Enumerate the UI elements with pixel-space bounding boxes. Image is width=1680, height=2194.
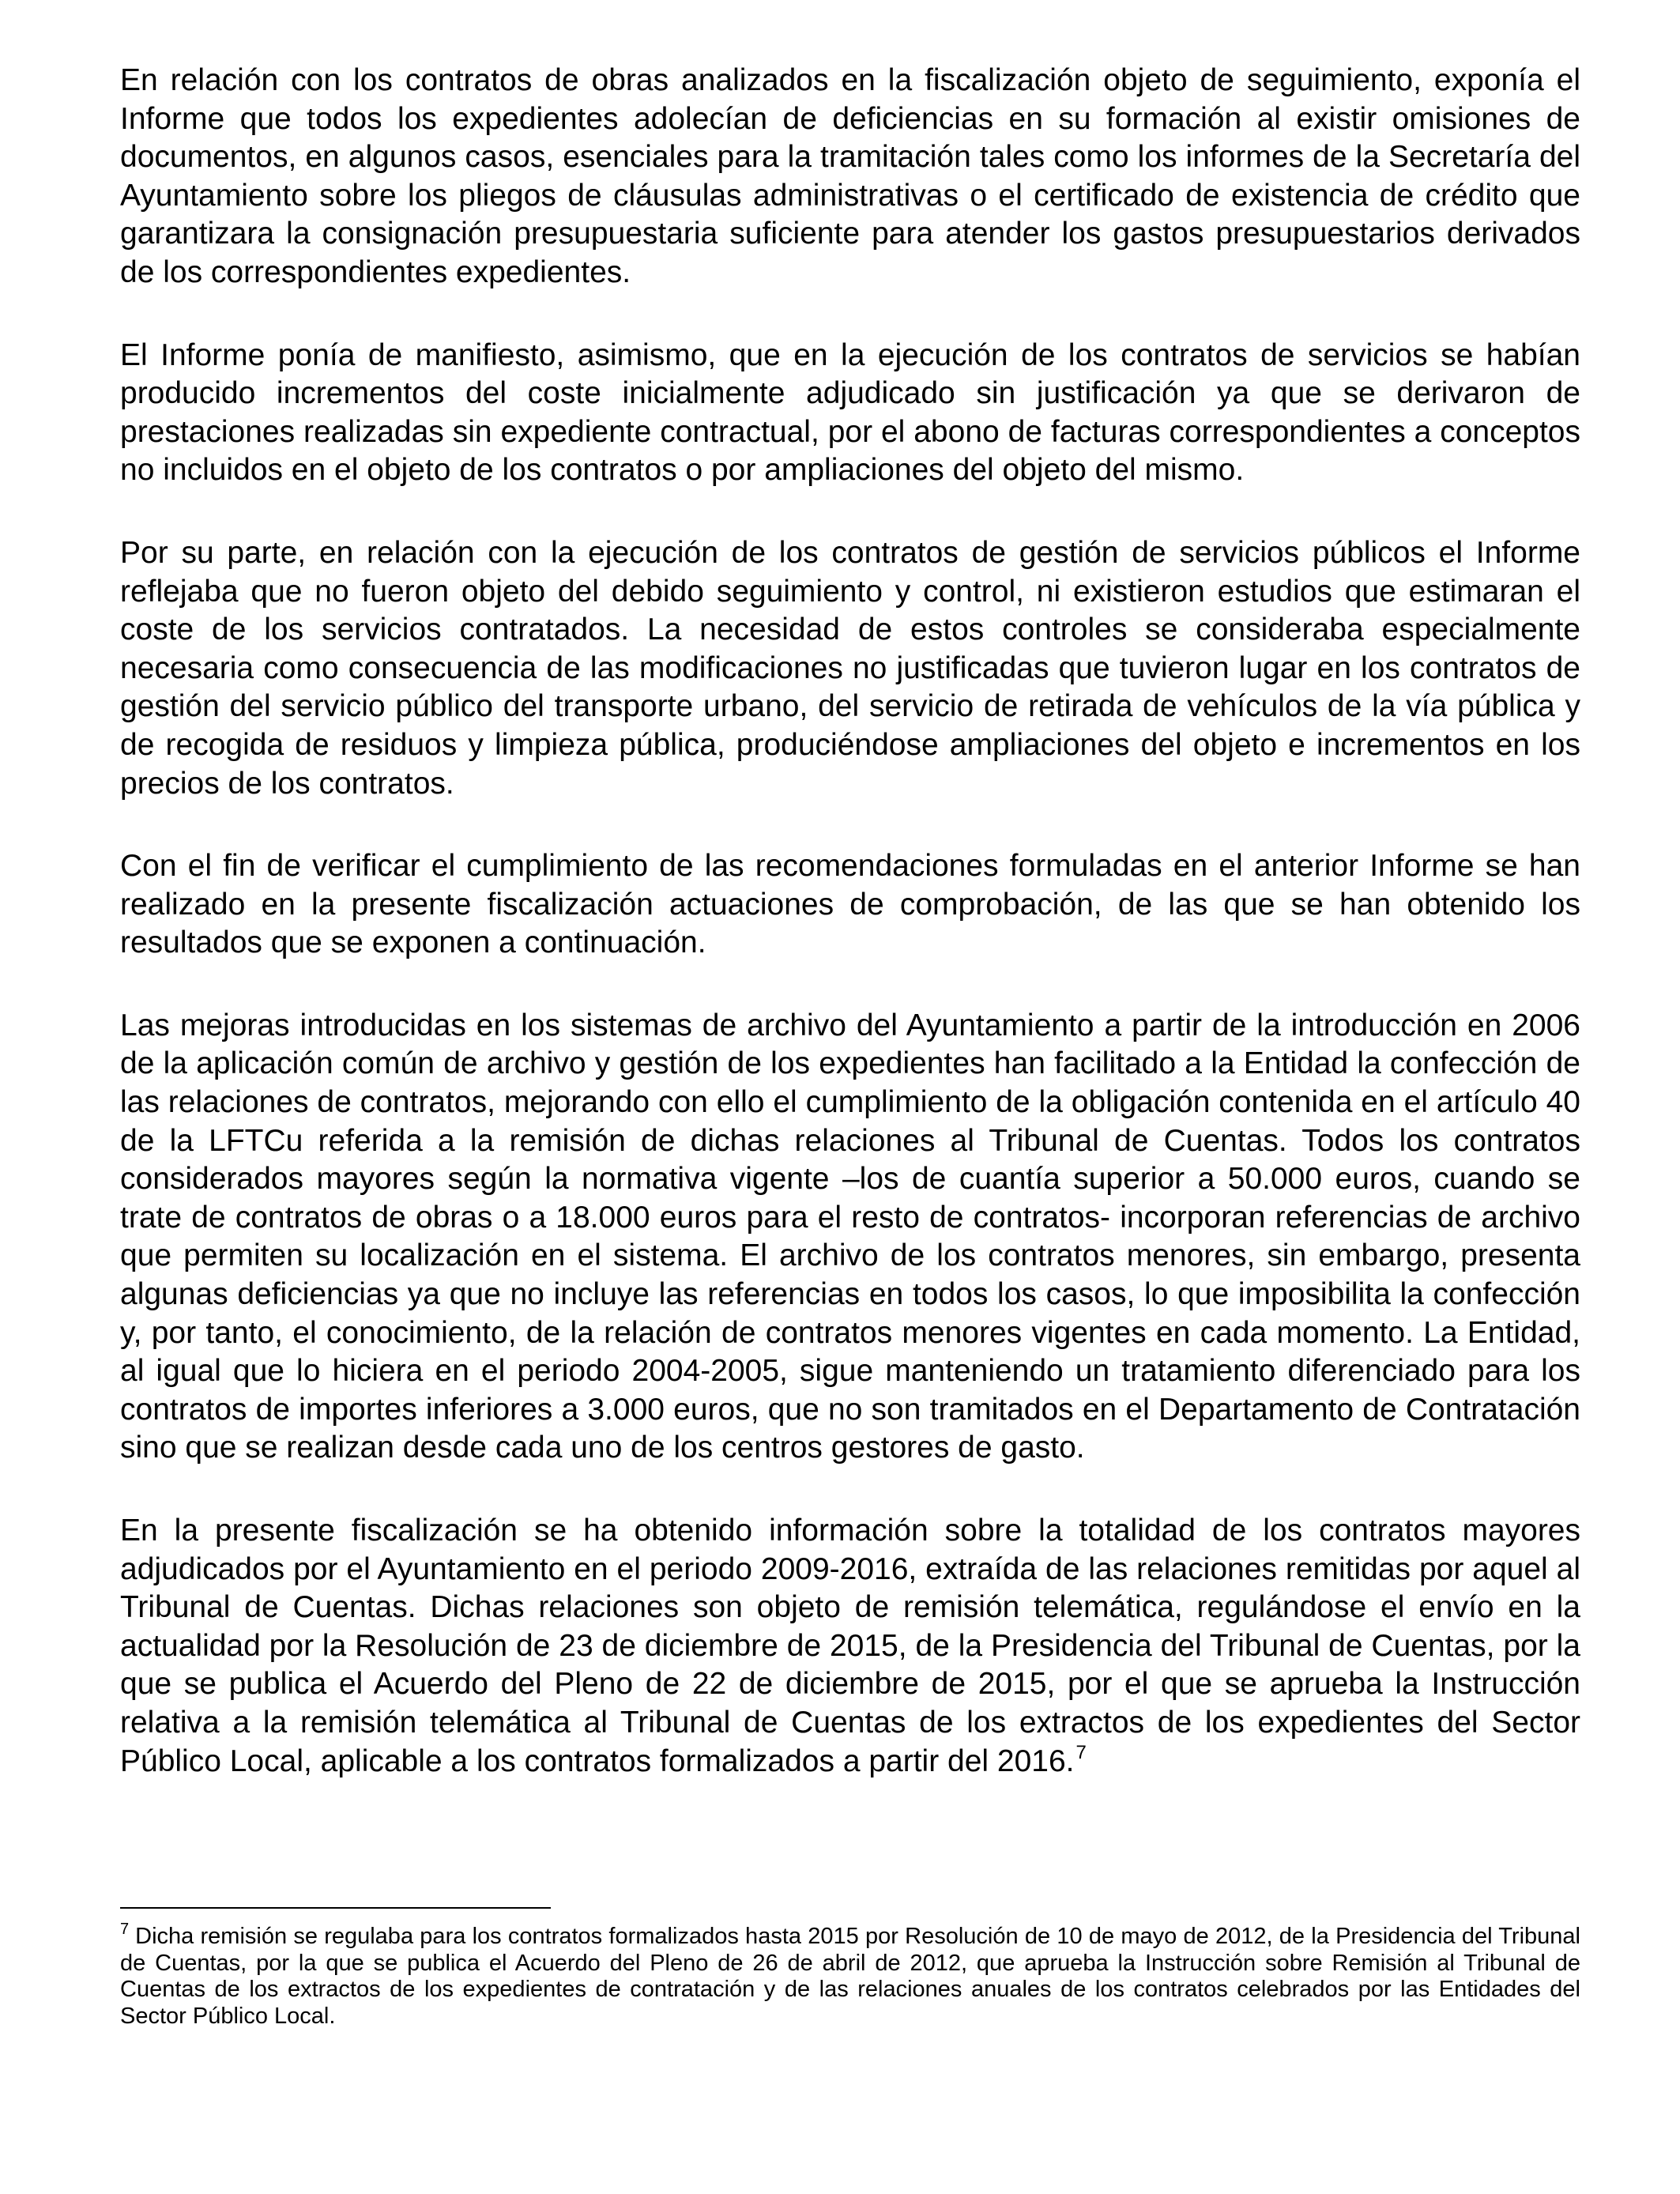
paragraph-gestion-servicios: Por su parte, en relación con la ejecución de los contratos de gestión de servicios públicos el Informe reflejaba que no fueron objeto del debido seguimiento y control, ni existieron estudios que estimaran el coste de los servicios contratados. La necesidad de estos controles se consideraba especialmente necesaria como consecuencia de las modificaciones no justificadas que tuvieron lugar en los contratos de gestión del servicio público del transporte urbano, del servicio de retirada de vehículos de la vía pública y de recogida de residuos y limpieza pública, produciéndose ampliaciones del objeto e incrementos en los precios de los contratos. xyxy=(120,535,1580,801)
footnote-reference: 7 xyxy=(1075,1741,1087,1763)
paragraph-obras: En relación con los contratos de obras analizados en la fiscalización objeto de seguimiento, exponía el Informe que todos los expedientes adolecían de deficiencias en su formación al existir omisiones de documentos, en algunos casos, esenciales para la tramitación tales como los informes de la Secretaría del Ayuntamiento sobre los pliegos de cláusulas administrativas o el certificado de existencia de crédito que garantizara la consignación presupuestaria suficiente para atender los gastos presupuestarios derivados de los correspondientes expedientes. xyxy=(120,63,1580,289)
footnote xyxy=(120,1921,1580,2030)
paragraph-archivo: Las mejoras introducidas en los sistemas de archivo del Ayuntamiento a partir de la introducción en 2006 de la aplicación común de archivo y gestión de los expedientes han facilitado a la Entidad la confección de las relaciones de contratos, mejorando con ello el cumplimiento de la obligación contenida en el artículo 40 de la LFTCu referida a la remisión de dichas relaciones al Tribunal de Cuentas. Todos los contratos considerados mayores según la normativa vigente –los de cuantía superior a 50.000 euros, cuando se trate de contratos de obras o a 18.000 euros para el resto de contratos- incorporan referencias de archivo que permiten su localización en el sistema. El archivo de los contratos menores, sin embargo, presenta algunas deficiencias ya que no incluye las referencias en todos los casos, lo que imposibilita la confección y, por tanto, el conocimiento, de la relación de contratos menores vigentes en cada momento. La Entidad, al igual que lo hiciera en el periodo 2004-2005, sigue manteniendo un tratamiento diferenciado para los contratos de importes inferiores a 3.000 euros, que no son tramitados en el Departamento de Contratación sino que se realizan desde cada uno de los centros gestores de gasto. xyxy=(120,1008,1580,1465)
document-body xyxy=(120,62,1580,1781)
paragraph-servicios: El Informe ponía de manifiesto, asimismo, que en la ejecución de los contratos de servicios se habían producido incrementos del coste inicialmente adjudicado sin justificación ya que se derivaron de prestaciones realizadas sin expediente contractual, por el abono de facturas correspondientes a conceptos no incluidos en el objeto de los contratos o por ampliaciones del objeto del mismo. xyxy=(120,337,1580,488)
paragraph-informacion-text: En la presente fiscalización se ha obtenido información sobre la totalidad de los contratos mayores adjudicados por el Ayuntamiento en el periodo 2009-2016, extraída de las relaciones remitidas por aquel al Tribunal de Cuentas. Dichas relaciones son objeto de remisión telemática, regulándose el envío en la actualidad por la Resolución de 23 de diciembre de 2015, de la Presidencia del Tribunal de Cuentas, por la que se publica el Acuerdo del Pleno de 22 de diciembre de 2015, por el que se aprueba la Instrucción relativa a la remisión telemática al Tribunal de Cuentas de los extractos de los expedientes del Sector Público Local, aplicable a los contratos formalizados a partir del 2016. xyxy=(120,1514,1580,1778)
footnote-text: Dicha remisión se regulaba para los contratos formalizados hasta 2015 por Resolución de 10 de mayo de 2012, de la Presidencia del Tribunal de Cuentas, por la que se publica el Acuerdo del Pleno de 26 de abril de 2012, que aprueba la Instrucción sobre Remisión al Tribunal de Cuentas de los extractos de los expedientes de contratación y de las relaciones anuales de los contratos celebrados por las Entidades del Sector Público Local. xyxy=(120,1924,1580,2029)
paragraph-recomendaciones: Con el fin de verificar el cumplimiento de las recomendaciones formuladas en el anterior Informe se han realizado en la presente fiscalización actuaciones de comprobación, de las que se han obtenido los resultados que se exponen a continuación. xyxy=(120,849,1580,960)
paragraph-informacion xyxy=(120,1512,1580,1781)
footnote-number: 7 xyxy=(120,1921,130,1938)
footnote-separator xyxy=(120,1907,551,1909)
